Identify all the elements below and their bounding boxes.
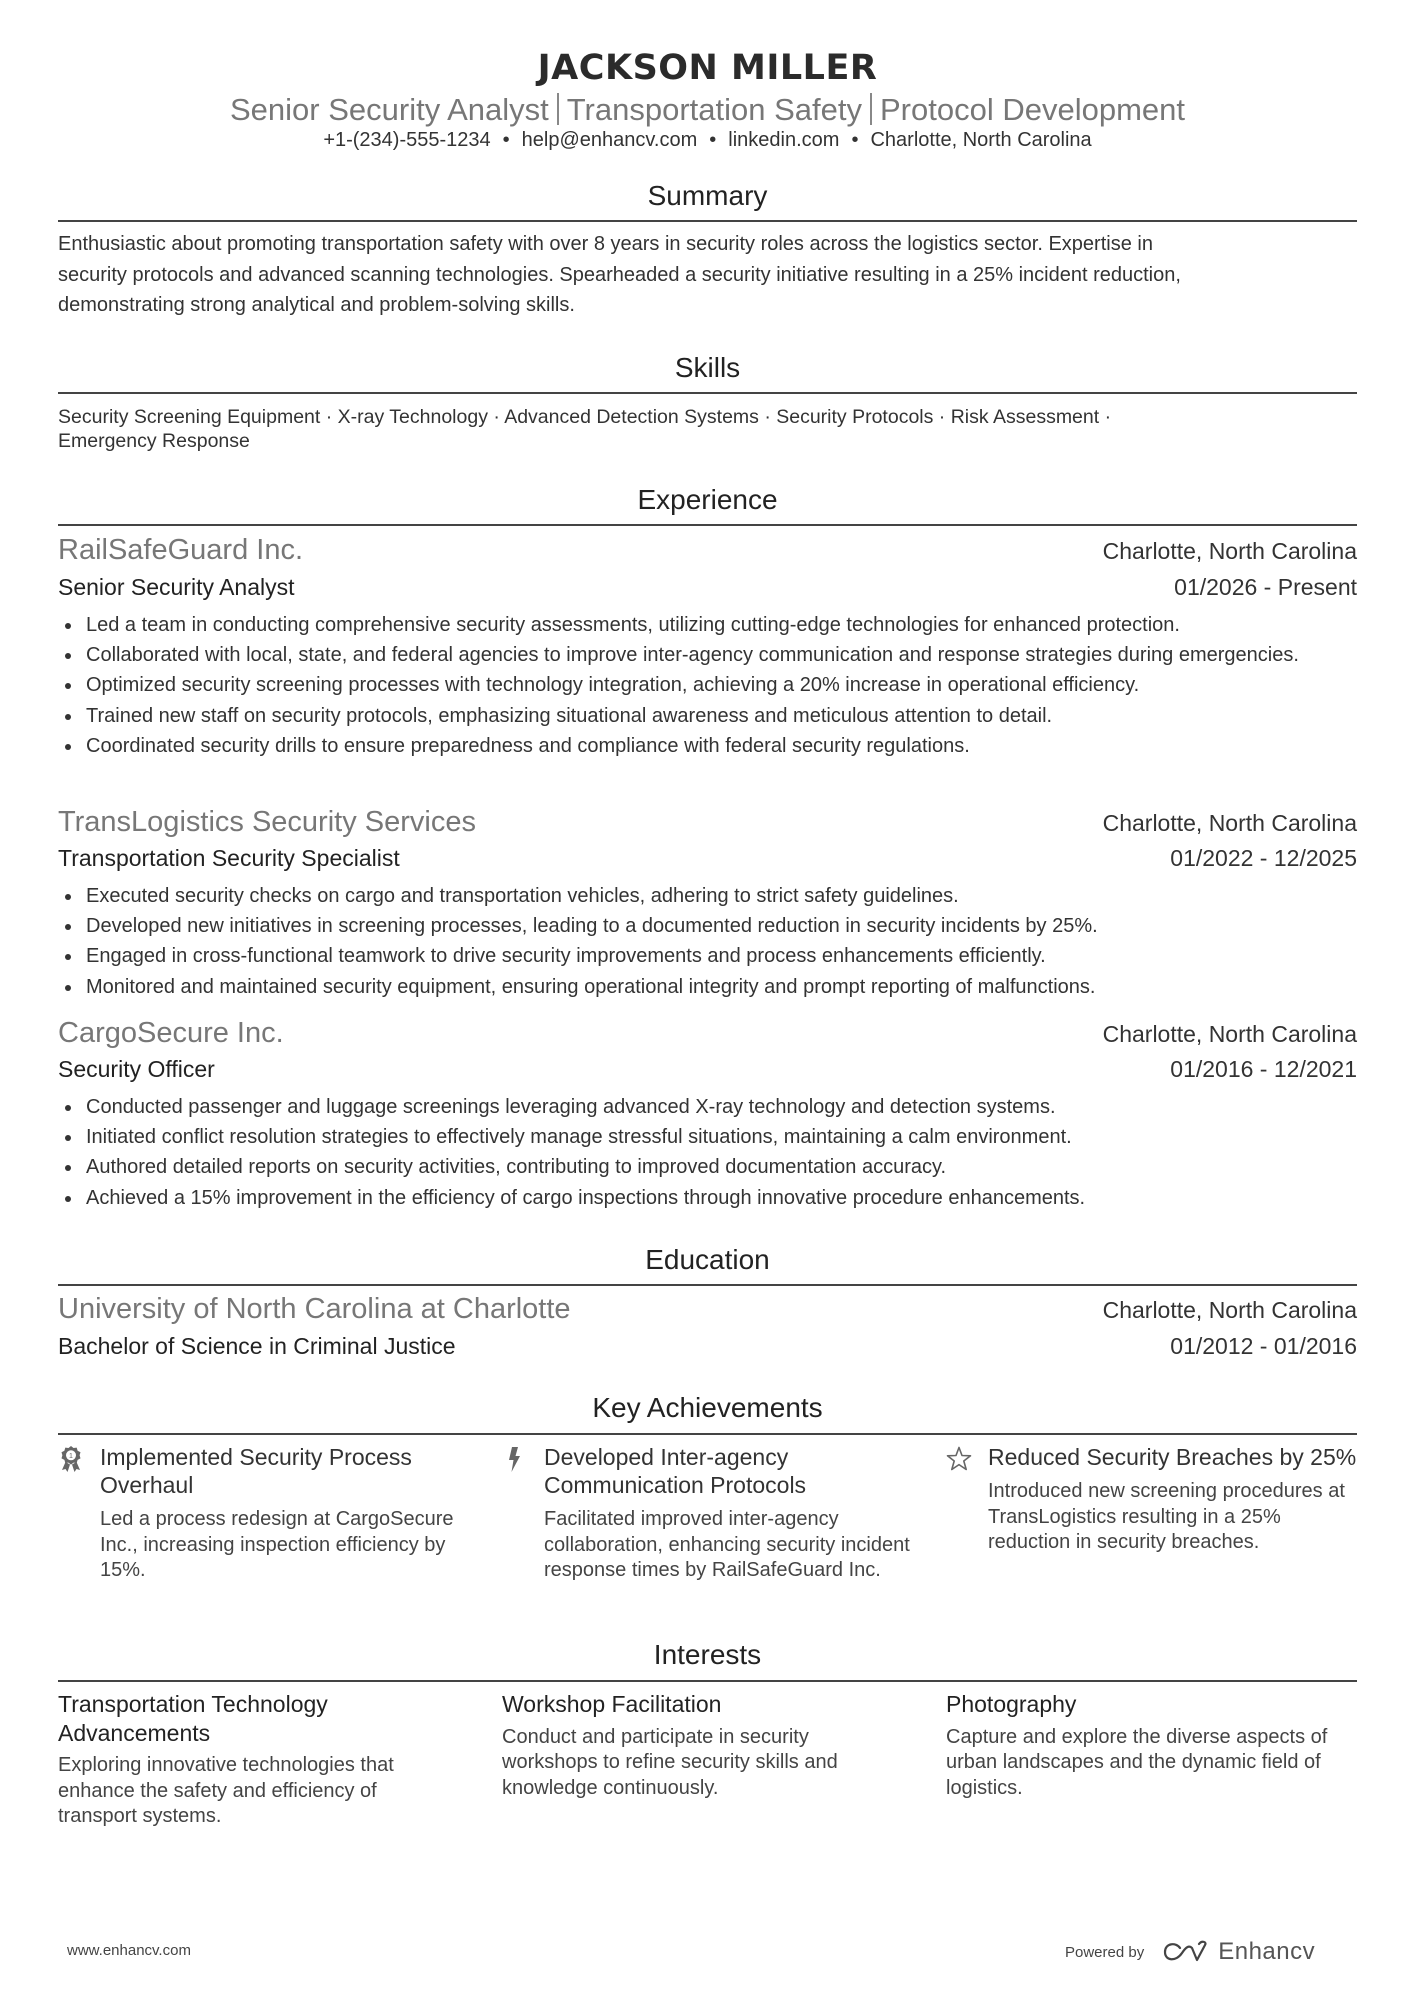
bullet-item: Coordinated security drills to ensure preparedness and compliance with federal security regulations. — [58, 731, 1357, 761]
skills-line: Security Screening Equipment · X-ray Technology · Advanced Detection Systems · Security Protocols · Risk Assessment · — [58, 406, 1112, 428]
interest-item — [946, 1690, 1346, 1801]
bullet-item: Optimized security screening processes with technology integration, achieving a 20% increase in operational efficiency. — [58, 670, 1357, 700]
enhancv-logo-icon — [1162, 1940, 1208, 1964]
bullet-item: Monitored and maintained security equipment, ensuring operational integrity and prompt reporting of malfunctions. — [58, 972, 1357, 1002]
interest-title: Transportation Technology Advancements — [58, 1691, 328, 1746]
achievement-title: Reduced Security Breaches by 25% — [988, 1444, 1357, 1470]
headline-part: Transportation Safety — [566, 92, 862, 127]
bullet-item: Conducted passenger and luggage screenings leveraging advanced X-ray technology and detection systems. — [58, 1092, 1357, 1122]
section-divider — [58, 1284, 1357, 1286]
candidate-name: JACKSON MILLER — [537, 48, 878, 88]
company-name: RailSafeGuard Inc. — [58, 534, 304, 566]
bullet-item: Initiated conflict resolution strategies to effectively manage stressful situations, maintaining a calm environment. — [58, 1122, 1357, 1152]
bullet-item: Collaborated with local, state, and federal agencies to improve inter-agency communication and response strategies during emergencies. — [58, 640, 1357, 670]
achievement-description: Introduced new screening procedures at TransLogistics resulting in a 25% reduction in security breaches. — [988, 1480, 1345, 1553]
achievement-description: Facilitated improved inter-agency collaboration, enhancing security incident response times by RailSafeGuard Inc. — [544, 1508, 910, 1581]
job-header — [58, 1017, 1357, 1050]
interest-item — [502, 1690, 902, 1801]
headline-part: Protocol Development — [880, 92, 1185, 127]
enhancv-logo[interactable] — [1162, 1938, 1315, 1966]
footer-branding — [1065, 1938, 1315, 1966]
job-subheader — [58, 574, 1357, 601]
bullet-item: Authored detailed reports on security activities, contributing to improved documentation accuracy. — [58, 1152, 1357, 1182]
lightning-bolt-icon — [502, 1445, 528, 1473]
separator: • — [709, 129, 717, 151]
separator: • — [851, 129, 859, 151]
phone: +1-(234)-555-1234 — [323, 129, 491, 151]
education-subheader — [58, 1333, 1357, 1360]
job-title: Senior Security Analyst — [58, 574, 295, 600]
job-header — [58, 806, 1357, 839]
job-bullets — [58, 610, 1357, 761]
job-location: Charlotte, North Carolina — [1102, 538, 1357, 564]
section-divider — [58, 392, 1357, 394]
award-ribbon-icon — [58, 1445, 84, 1473]
summary-text — [58, 229, 1357, 321]
section-divider — [58, 220, 1357, 222]
achievement-title: Developed Inter-agency Communication Protocols — [544, 1444, 807, 1498]
degree: Bachelor of Science in Criminal Justice — [58, 1333, 456, 1359]
company-name: TransLogistics Security Services — [58, 806, 476, 838]
divider — [870, 93, 872, 125]
powered-by-label: Powered by — [1065, 1943, 1145, 1961]
summary-line: Enthusiastic about promoting transportation safety with over 8 years in security roles across the logistics sector. Expertise in — [58, 233, 1153, 255]
job-header — [58, 534, 1357, 567]
section-divider — [58, 524, 1357, 526]
bullet-item: Engaged in cross-functional teamwork to drive security improvements and process enhancements efficiently. — [58, 941, 1357, 971]
education-header — [58, 1293, 1357, 1326]
job-bullets — [58, 881, 1357, 1002]
section-title-interests: Interests — [653, 1639, 762, 1670]
interest-description: Exploring innovative technologies that enhance the safety and efficiency of transport systems. — [58, 1754, 394, 1827]
job-location: Charlotte, North Carolina — [1102, 1021, 1357, 1047]
interest-title: Workshop Facilitation — [502, 1691, 722, 1717]
section-divider — [58, 1680, 1357, 1682]
interest-item — [58, 1690, 458, 1830]
brand-name: Enhancv — [1218, 1938, 1316, 1965]
bullet-item: Led a team in conducting comprehensive security assessments, utilizing cutting-edge technologies for enhanced protection. — [58, 610, 1357, 640]
job-location: Charlotte, North Carolina — [1102, 810, 1357, 836]
job-bullets — [58, 1092, 1357, 1213]
bullet-item: Executed security checks on cargo and transportation vehicles, adhering to strict safety guidelines. — [58, 881, 1357, 911]
bullet-item: Achieved a 15% improvement in the efficiency of cargo inspections through innovative procedure enhancements. — [58, 1183, 1357, 1213]
interest-description: Capture and explore the diverse aspects of urban landscapes and the dynamic field of logistics. — [946, 1725, 1328, 1799]
email-link[interactable]: help@enhancv.com — [521, 129, 698, 151]
divider — [557, 93, 559, 125]
separator: • — [502, 129, 510, 151]
skills-list — [58, 405, 1298, 453]
achievement-item — [946, 1443, 1366, 1556]
section-divider — [58, 1433, 1357, 1435]
job-title: Transportation Security Specialist — [58, 845, 400, 871]
education-dates: 01/2012 - 01/2016 — [1170, 1333, 1357, 1359]
headline — [58, 92, 1357, 128]
section-title-skills: Skills — [674, 352, 741, 383]
job-dates: 01/2022 - 12/2025 — [1170, 845, 1357, 871]
company-name: CargoSecure Inc. — [58, 1017, 284, 1049]
section-title-summary: Summary — [647, 180, 768, 211]
summary-line: demonstrating strong analytical and problem-solving skills. — [58, 294, 575, 316]
star-outline-icon — [946, 1445, 972, 1473]
section-title-education: Education — [645, 1244, 770, 1275]
achievement-description: Led a process redesign at CargoSecure Inc., increasing inspection efficiency by 15%. — [100, 1508, 454, 1581]
achievement-item — [502, 1443, 922, 1584]
job-dates: 01/2026 - Present — [1174, 574, 1357, 600]
linkedin-link[interactable]: linkedin.com — [728, 129, 840, 151]
interest-title: Photography — [946, 1691, 1077, 1717]
headline-part: Senior Security Analyst — [230, 92, 549, 127]
achievement-title: Implemented Security Process Overhaul — [100, 1444, 412, 1498]
school-location: Charlotte, North Carolina — [1102, 1297, 1357, 1323]
job-subheader — [58, 1056, 1357, 1083]
section-title-achievements: Key Achievements — [592, 1392, 823, 1423]
interest-description: Conduct and participate in security workshops to refine security skills and knowledge continuously. — [502, 1725, 838, 1799]
job-dates: 01/2016 - 12/2021 — [1170, 1056, 1357, 1082]
section-title-experience: Experience — [637, 484, 778, 515]
location: Charlotte, North Carolina — [870, 129, 1092, 151]
achievement-item — [58, 1443, 478, 1584]
contact-info — [58, 129, 1357, 152]
skills-line: Emergency Response — [58, 430, 250, 452]
svg-text:1: 1 — [69, 1453, 73, 1460]
footer-website-link[interactable]: www.enhancv.com — [67, 1942, 191, 1959]
bullet-item: Developed new initiatives in screening processes, leading to a documented reduction in security incidents by 25%. — [58, 911, 1357, 941]
bullet-item: Trained new staff on security protocols, emphasizing situational awareness and meticulous attention to detail. — [58, 701, 1357, 731]
job-subheader — [58, 845, 1357, 872]
summary-line: security protocols and advanced scanning technologies. Spearheaded a security initiative resulting in a 25% incident reduction, — [58, 263, 1181, 286]
school-name: University of North Carolina at Charlotte — [58, 1293, 571, 1325]
job-title: Security Officer — [58, 1056, 215, 1082]
